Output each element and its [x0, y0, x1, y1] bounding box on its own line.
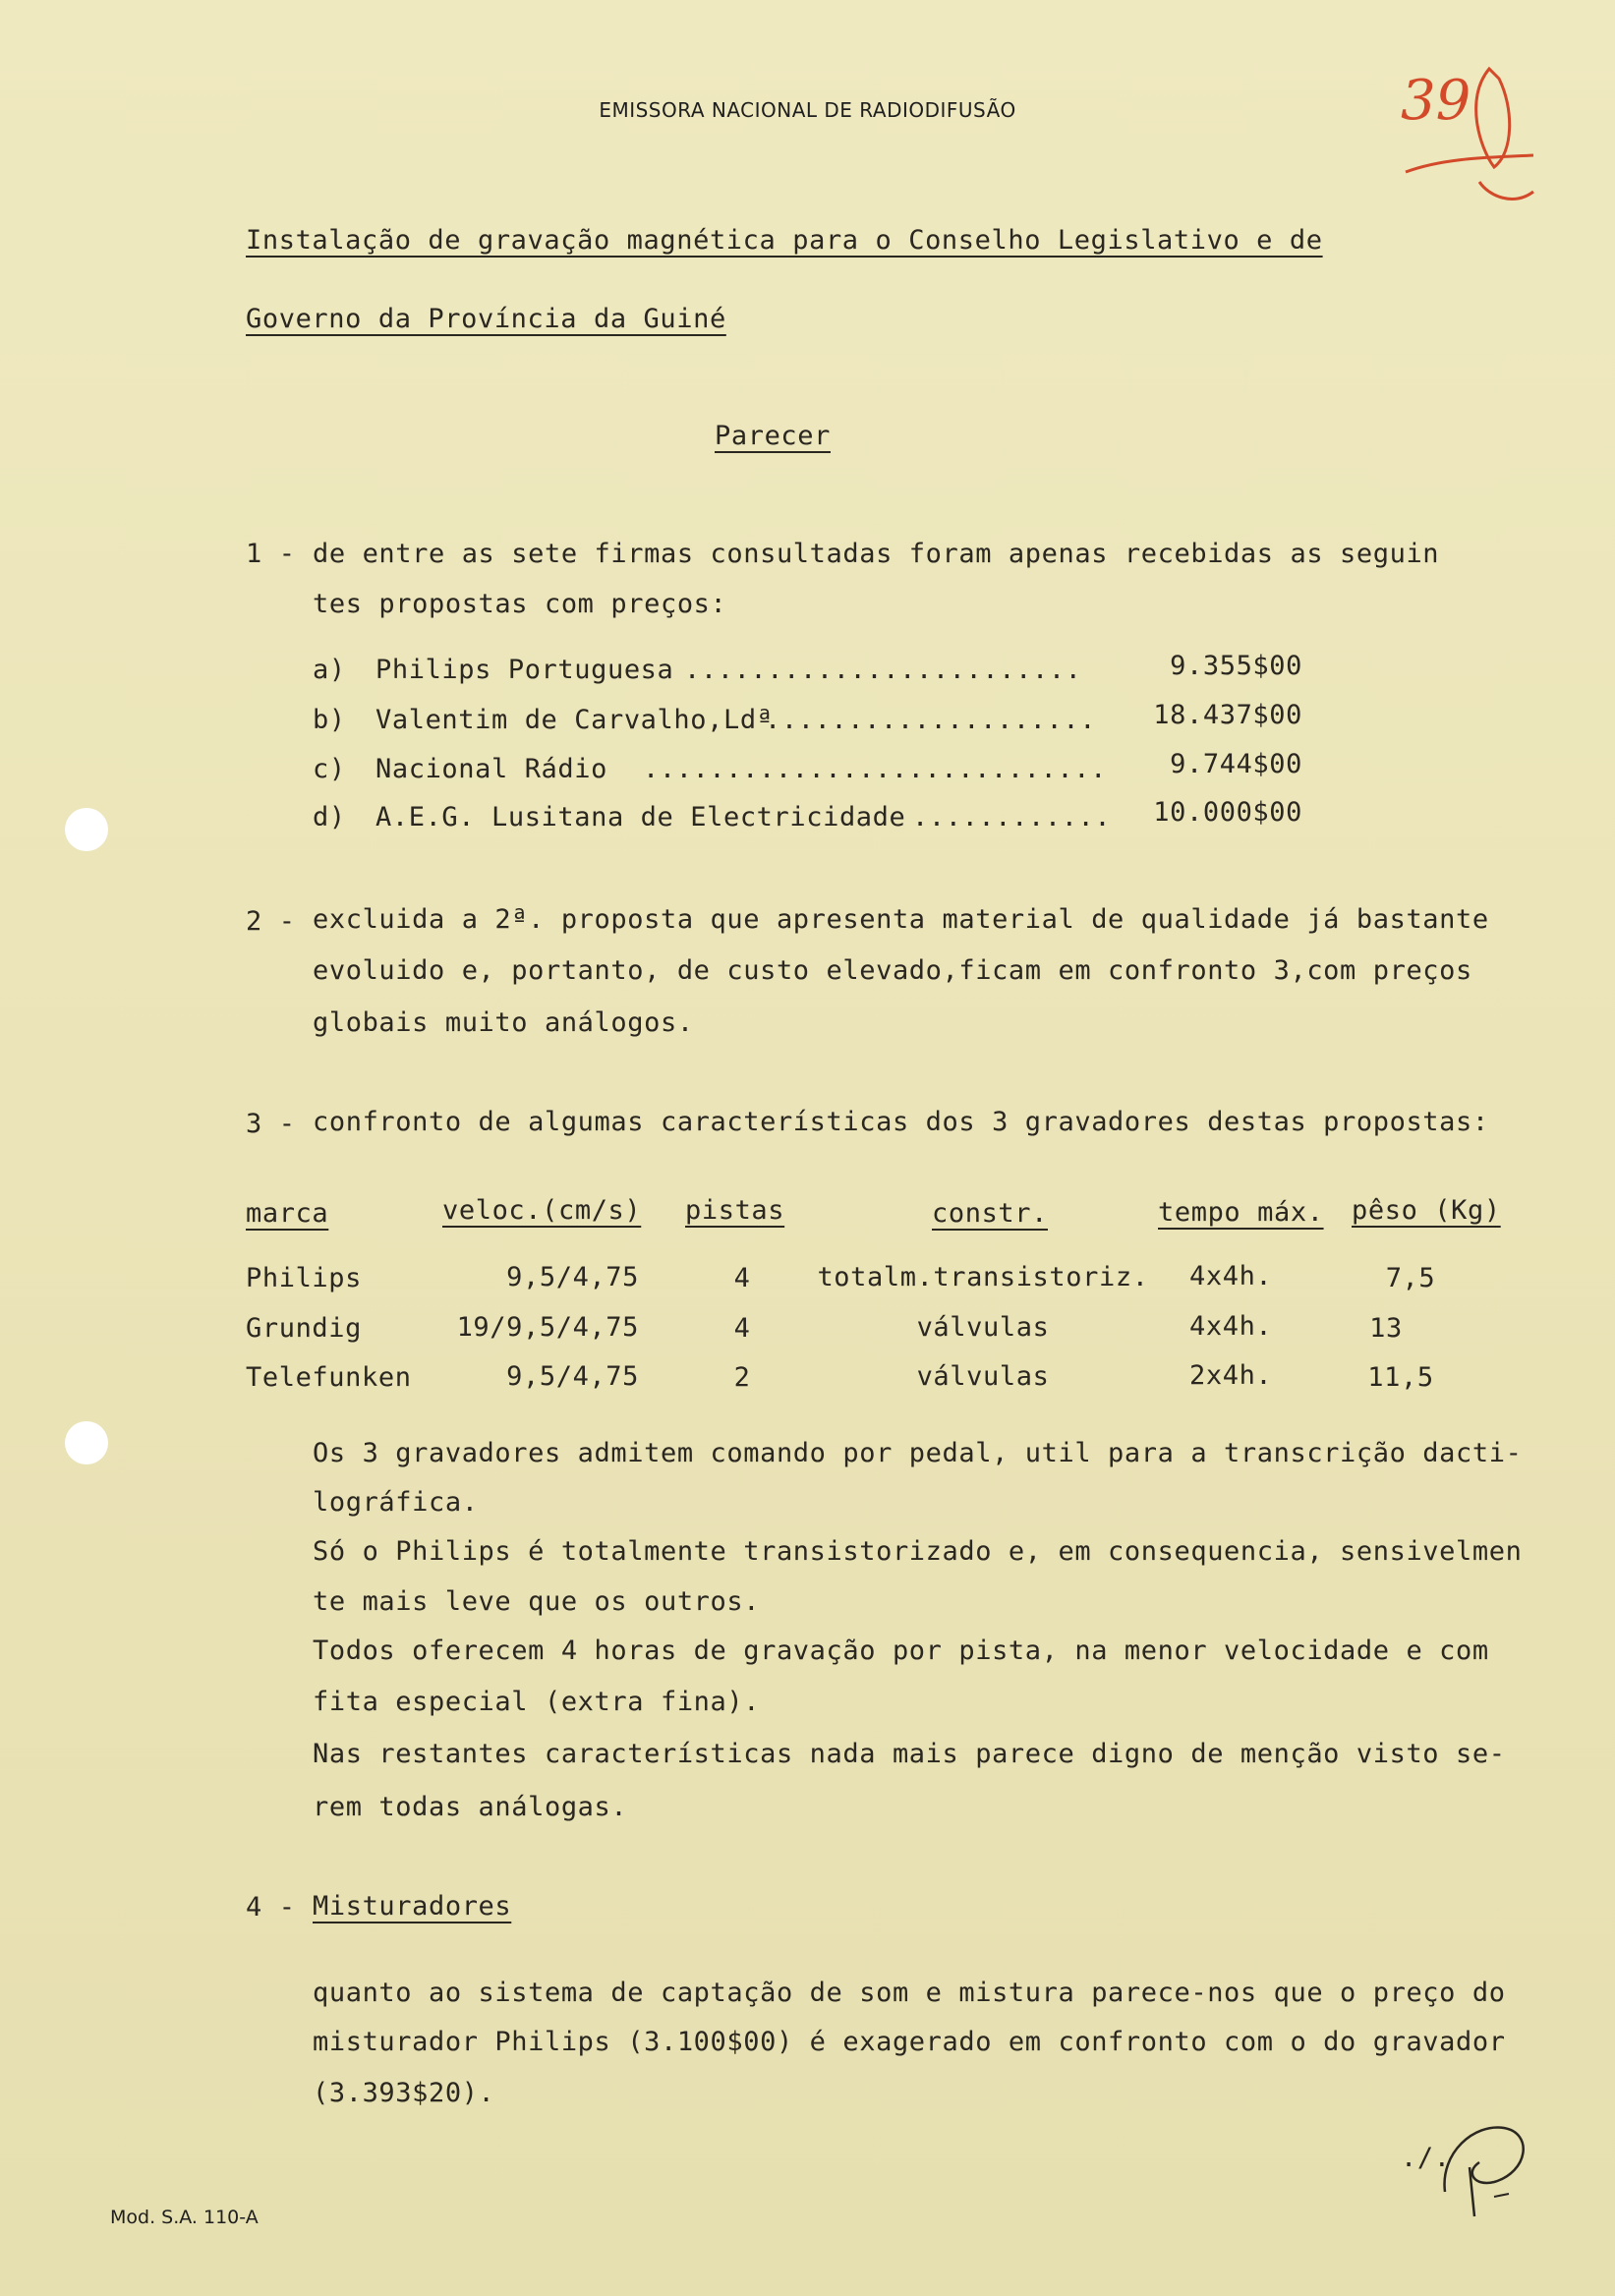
handwritten-annotation-mark	[1396, 59, 1543, 226]
proposal-b-dots: ....................	[765, 705, 1097, 735]
proposal-c-name: Nacional Rádio	[375, 754, 607, 784]
table-row-2-tempo: 4x4h.	[1189, 1311, 1273, 1342]
note-line-8: rem todas análogas.	[313, 1792, 628, 1822]
table-row-2-pistas: 4	[733, 1313, 751, 1344]
proposal-d-name: A.E.G. Lusitana de Electricidade	[375, 802, 906, 832]
table-row-2-peso: 13	[1369, 1313, 1403, 1344]
proposal-a-label: a)	[313, 655, 346, 685]
punch-hole-top	[65, 808, 108, 851]
letterhead: EMISSORA NACIONAL DE RADIODIFUSÃO	[599, 98, 1016, 122]
table-header-constr: constr.	[932, 1198, 1048, 1229]
punch-hole-bottom	[65, 1421, 108, 1464]
table-row-2-constr: válvulas	[916, 1312, 1050, 1343]
item-4-line-3: (3.393$20).	[313, 2078, 495, 2108]
proposal-c-price: 9.744$00	[1170, 749, 1302, 779]
table-row-2-veloc: 19/9,5/4,75	[456, 1312, 639, 1343]
item-2-number: 2 -	[246, 906, 296, 937]
table-row-1-pistas: 4	[733, 1263, 751, 1293]
table-row-1-marca: Philips	[246, 1263, 362, 1293]
note-line-3: Só o Philips é totalmente transistorizado e, em consequencia, sensivelmen	[313, 1536, 1523, 1567]
table-header-marca: marca	[246, 1198, 329, 1229]
table-row-3-veloc: 9,5/4,75	[506, 1361, 639, 1392]
note-line-1: Os 3 gravadores admitem comando por pedal, util para a transcrição dacti-	[313, 1438, 1523, 1468]
proposal-d-price: 10.000$00	[1153, 797, 1302, 828]
document-title-line-1: Instalação de gravação magnética para o Conselho Legislativo e de	[246, 225, 1323, 256]
table-row-3-marca: Telefunken	[246, 1362, 412, 1393]
continuation-mark: ./.	[1401, 2143, 1451, 2173]
table-row-1-peso: 7,5	[1385, 1263, 1436, 1293]
proposal-c-label: c)	[313, 754, 346, 784]
proposal-a-name: Philips Portuguesa	[375, 655, 674, 685]
item-3-number: 3 -	[246, 1109, 296, 1139]
table-header-pistas: pistas	[685, 1195, 785, 1226]
form-model-code: Mod. S.A. 110-A	[110, 2207, 259, 2228]
proposal-b-label: b)	[313, 705, 346, 735]
note-line-7: Nas restantes características nada mais parece digno de menção visto se-	[313, 1739, 1506, 1769]
proposal-a-dots: ........................	[684, 655, 1082, 685]
handwritten-page-number: 39	[1401, 69, 1471, 133]
table-row-3-constr: válvulas	[916, 1361, 1050, 1392]
table-row-3-peso: 11,5	[1367, 1362, 1434, 1393]
item-3-line-1: confronto de algumas características dos 3 gravadores destas propostas:	[313, 1107, 1489, 1137]
table-row-3-pistas: 2	[733, 1362, 751, 1393]
proposal-b-name: Valentim de Carvalho,Ldª	[375, 705, 774, 735]
item-4-number: 4 -	[246, 1892, 296, 1923]
section-title: Parecer	[715, 421, 831, 451]
table-row-1-constr: totalm.transistoriz.	[817, 1262, 1149, 1292]
table-row-3-tempo: 2x4h.	[1189, 1360, 1273, 1391]
note-line-4: te mais leve que os outros.	[313, 1586, 761, 1617]
table-row-2-marca: Grundig	[246, 1313, 362, 1344]
proposal-d-dots: ............	[912, 802, 1112, 832]
proposal-a-price: 9.355$00	[1170, 651, 1302, 681]
table-header-tempo: tempo máx.	[1158, 1197, 1324, 1228]
note-line-2: lográfica.	[313, 1487, 479, 1518]
proposal-b-price: 18.437$00	[1153, 700, 1302, 730]
item-4-title: Misturadores	[313, 1891, 512, 1922]
item-2-line-1: excluida a 2ª. proposta que apresenta material de qualidade já bastante	[313, 904, 1489, 935]
item-2-line-3: globais muito análogos.	[313, 1007, 694, 1038]
handwritten-initials	[1435, 2113, 1553, 2221]
item-1-number: 1 -	[246, 539, 296, 569]
item-2-line-2: evoluido e, portanto, de custo elevado,ficam em confronto 3,com preços	[313, 955, 1472, 986]
note-line-6: fita especial (extra fina).	[313, 1687, 761, 1717]
table-row-1-veloc: 9,5/4,75	[506, 1262, 639, 1292]
proposal-d-label: d)	[313, 802, 346, 832]
item-4-line-1: quanto ao sistema de captação de som e mistura parece-nos que o preço do	[313, 1978, 1506, 2008]
table-header-veloc: veloc.(cm/s)	[442, 1195, 642, 1226]
item-1-line-2: tes propostas com preços:	[313, 589, 727, 619]
table-header-peso: pêso (Kg)	[1352, 1195, 1501, 1226]
item-4-line-2: misturador Philips (3.100$00) é exagerado em confronto com o do gravador	[313, 2027, 1506, 2057]
proposal-c-dots: ............................	[643, 754, 1107, 784]
item-1-line-1: de entre as sete firmas consultadas foram apenas recebidas as seguin	[313, 539, 1440, 569]
note-line-5: Todos oferecem 4 horas de gravação por pista, na menor velocidade e com	[313, 1636, 1489, 1666]
table-row-1-tempo: 4x4h.	[1189, 1261, 1273, 1292]
document-title-line-2: Governo da Província da Guiné	[246, 304, 726, 334]
